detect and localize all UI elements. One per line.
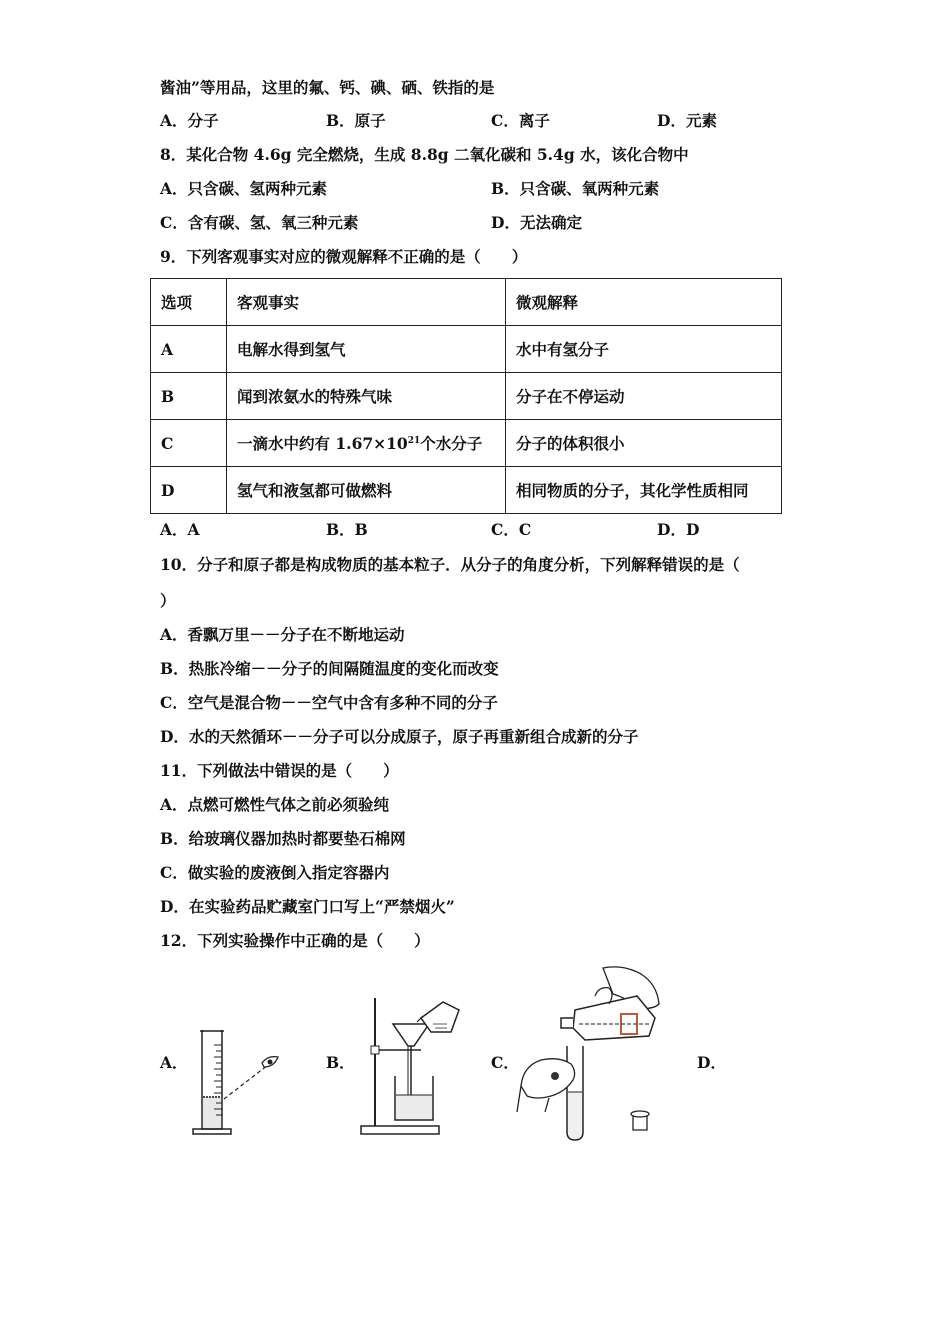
- q9-table: [150, 278, 782, 514]
- q7-option-d: D．元素: [657, 111, 717, 130]
- row-explanation: 相同物质的分子，其化学性质相同: [506, 467, 782, 514]
- q10-option-c: C．空气是混合物－－空气中含有多种不同的分子: [160, 693, 498, 712]
- q10-option-d: D．水的天然循环－－分子可以分成原子，原子再重新组合成新的分子: [160, 727, 639, 746]
- q10-option-a: A．香飘万里－－分子在不断地运动: [160, 625, 405, 644]
- row-explanation: 水中有氢分子: [506, 326, 782, 373]
- row-fact: 电解水得到氢气: [227, 326, 506, 373]
- fact-suffix: 个水分子: [420, 434, 483, 453]
- question-10-stem-cont: ）: [160, 591, 176, 610]
- table-row: [151, 420, 782, 467]
- row-option: A: [151, 326, 227, 373]
- row-fact: [227, 420, 506, 467]
- row-option: C: [151, 420, 227, 467]
- q9-option-c: C．C: [491, 520, 532, 539]
- header-option: 选项: [151, 279, 227, 326]
- question-10-stem: 10．分子和原子都是构成物质的基本粒子．从分子的角度分析，下列解释错误的是（: [160, 555, 740, 574]
- q12-option-c: C．: [491, 1053, 519, 1072]
- q8-option-b: B．只含碳、氧两种元素: [491, 179, 660, 198]
- q12-option-b: B．: [326, 1053, 355, 1072]
- question-8-stem: 8．某化合物 4.6g 完全燃烧，生成 8.8g 二氧化碳和 5.4g 水，该化合物中: [160, 145, 689, 164]
- q8-option-d: D．无法确定: [491, 213, 582, 232]
- table-row: [151, 467, 782, 514]
- header-fact: 客观事实: [227, 279, 506, 326]
- table-row: [151, 373, 782, 420]
- row-explanation: 分子的体积很小: [506, 420, 782, 467]
- fact-exponent: 21: [407, 436, 421, 446]
- header-explanation: 微观解释: [506, 279, 782, 326]
- table-header-row: [151, 279, 782, 326]
- question-7-stem-tail: 酱油”等用品，这里的氟、钙、碘、硒、铁指的是: [160, 78, 495, 97]
- question-9-stem: 9．下列客观事实对应的微观解释不正确的是（ ）: [160, 247, 528, 266]
- question-11-stem: 11．下列做法中错误的是（ ）: [160, 761, 399, 780]
- pouring-liquid-figure: [515, 962, 675, 1142]
- row-option: D: [151, 467, 227, 514]
- row-fact: 闻到浓氨水的特殊气味: [227, 373, 506, 420]
- q10-option-b: B．热胀冷缩－－分子的间隔随温度的变化而改变: [160, 659, 499, 678]
- q7-option-b: B．原子: [326, 111, 386, 130]
- q7-option-a: A．分子: [160, 111, 219, 130]
- q8-option-a: A．只含碳、氢两种元素: [160, 179, 328, 198]
- q11-option-b: B．给玻璃仪器加热时都要垫石棉网: [160, 829, 406, 848]
- row-explanation: 分子在不停运动: [506, 373, 782, 420]
- q7-option-c: C．离子: [491, 111, 550, 130]
- question-12-stem: 12．下列实验操作中正确的是（ ）: [160, 931, 430, 950]
- graduated-cylinder-reading-figure: [188, 1025, 288, 1137]
- q11-option-a: A．点燃可燃性气体之前必须验纯: [160, 795, 390, 814]
- row-option: B: [151, 373, 227, 420]
- q9-option-b: B．B: [326, 520, 368, 539]
- filtration-apparatus-figure: [355, 990, 475, 1138]
- q9-option-d: D．D: [657, 520, 700, 539]
- q12-option-d: D．: [697, 1053, 726, 1072]
- fact-prefix: 一滴水中约有 1.67×10: [237, 434, 408, 453]
- q9-option-a: A．A: [160, 520, 200, 539]
- q11-option-c: C．做实验的废液倒入指定容器内: [160, 863, 390, 882]
- q8-option-c: C．含有碳、氢、氧三种元素: [160, 213, 359, 232]
- table-row: [151, 326, 782, 373]
- q12-option-a: A．: [160, 1053, 188, 1072]
- q11-option-d: D．在实验药品贮藏室门口写上“严禁烟火”: [160, 897, 455, 916]
- row-fact: 氢气和液氢都可做燃料: [227, 467, 506, 514]
